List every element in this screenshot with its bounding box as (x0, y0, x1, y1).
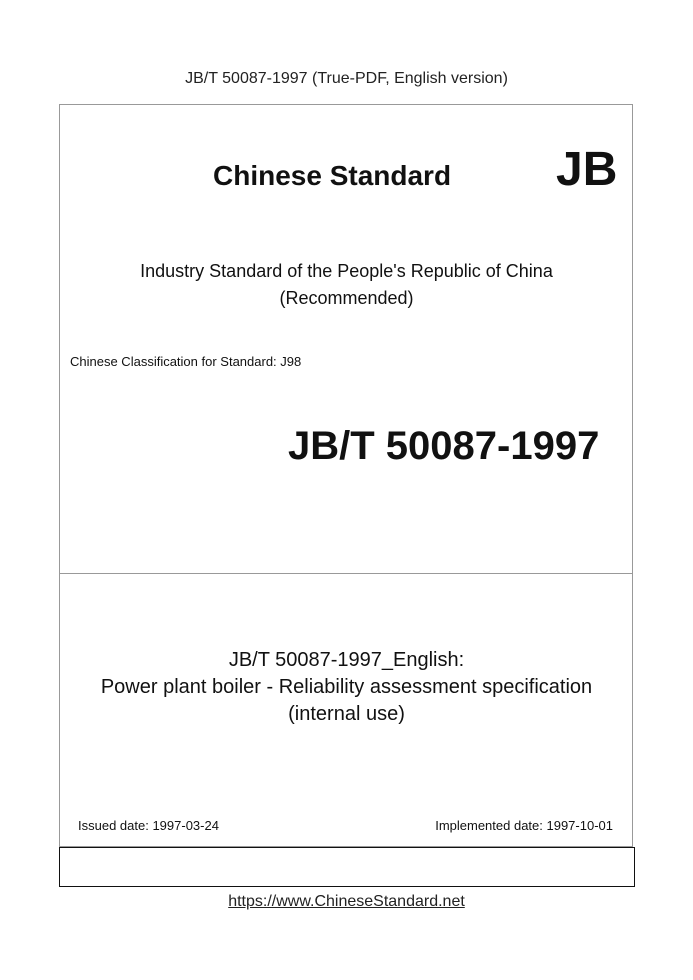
website-link[interactable]: https://www.ChineseStandard.net (228, 893, 465, 910)
implemented-date: Implemented date: 1997-10-01 (435, 818, 613, 833)
jb-mark: JB (556, 143, 618, 196)
classification-text: Chinese Classification for Standard: J98 (70, 354, 302, 369)
issued-date: Issued date: 1997-03-24 (78, 818, 219, 833)
standard-number: JB/T 50087-1997 (288, 424, 600, 468)
document-title-line-1: JB/T 50087-1997_English: (228, 649, 465, 671)
document-title (0, 647, 693, 728)
industry-line-2: (Recommended) (279, 288, 414, 308)
industry-line-1: Industry Standard of the People's Republic of China (140, 261, 553, 281)
document-title-line-3: (internal use) (288, 703, 405, 725)
document-title-line-2: Power plant boiler - Reliability assessment specification (100, 676, 593, 698)
page-header: JB/T 50087-1997 (True-PDF, English version) (185, 70, 508, 87)
standard-title: Chinese Standard (213, 160, 452, 191)
industry-standard-text (0, 258, 693, 312)
footer-empty-box (59, 847, 635, 887)
